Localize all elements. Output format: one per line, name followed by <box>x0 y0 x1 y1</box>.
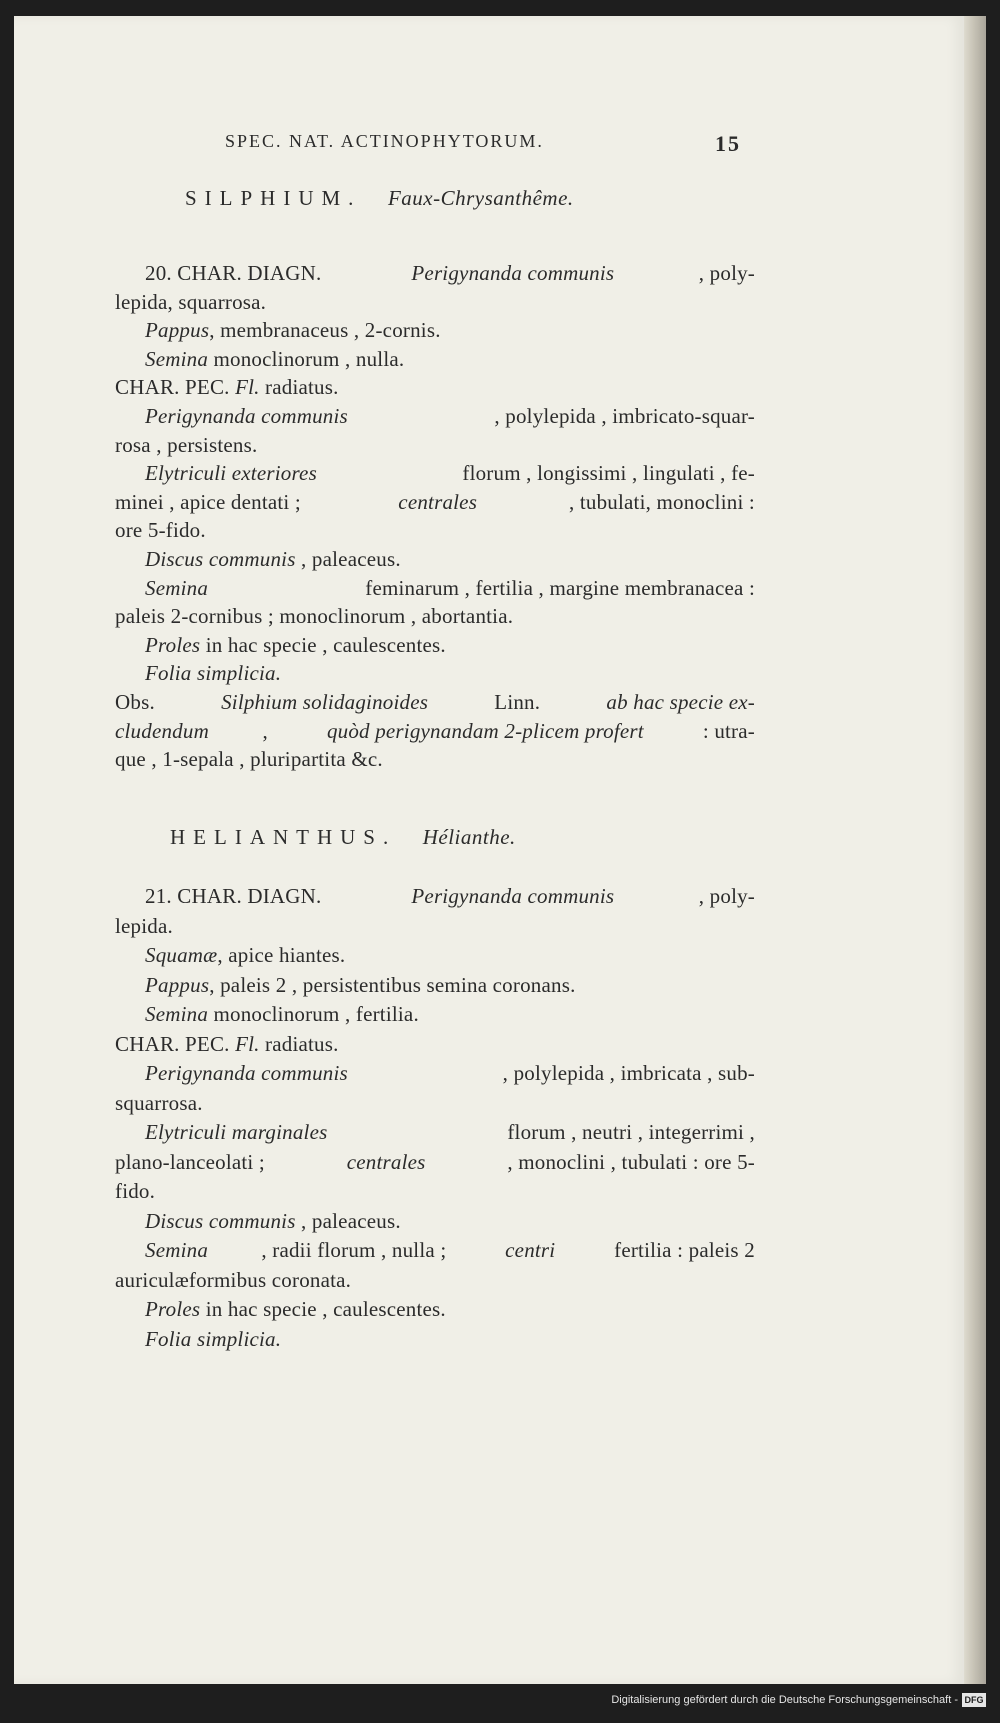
italic-term: centri <box>505 1238 556 1262</box>
text-run: florum , neutri , integerrimi , <box>501 1120 755 1144</box>
text-line <box>145 261 755 286</box>
text-run: , apice hiantes. <box>217 943 346 967</box>
text-line <box>115 719 755 744</box>
text-run: que , 1-sepala , pluripartita &c. <box>115 747 383 771</box>
text-run: , paleaceus. <box>295 547 401 571</box>
text-line <box>115 747 383 772</box>
common-name: Hélianthe. <box>422 825 516 849</box>
text-run: lepida. <box>115 914 173 938</box>
text-line <box>145 1209 401 1234</box>
section-title-helianthus <box>170 825 516 850</box>
text-run: paleis 2-cornibus ; monoclinorum , abortantia. <box>115 604 514 628</box>
text-run: in hac specie , caulescentes. <box>200 633 446 657</box>
text-run: , poly- <box>698 884 755 908</box>
text-line <box>145 1297 446 1322</box>
text-run: feminarum , fertilia , margine membranacea : <box>359 576 755 600</box>
italic-term: Fl. <box>235 375 260 399</box>
text-run: fertilia : paleis 2 <box>608 1238 755 1262</box>
italic-term: Semina <box>145 576 209 600</box>
text-line <box>145 1327 281 1352</box>
text-line <box>145 318 441 343</box>
text-run: : utra- <box>697 719 755 743</box>
text-line <box>145 633 446 658</box>
text-line <box>145 1120 755 1145</box>
text-line <box>145 943 345 968</box>
italic-term: Perigynanda communis <box>411 884 615 908</box>
page-number: 15 <box>715 131 741 156</box>
text-line <box>145 576 755 601</box>
text-run: , membranaceus , 2-cornis. <box>209 318 441 342</box>
text-run: radiatus. <box>259 375 339 399</box>
text-run: , <box>262 719 274 743</box>
text-run: , paleis 2 , persistentibus semina coronans. <box>209 973 576 997</box>
italic-term: Perigynanda communis <box>145 404 348 428</box>
text-run: , radii florum , nulla ; <box>261 1238 452 1262</box>
text-line <box>145 1061 755 1086</box>
footer-bar <box>0 1684 1000 1723</box>
text-run: plano-lanceolati ; <box>115 1150 271 1174</box>
italic-term: Perigynanda communis <box>145 1061 348 1085</box>
text-line <box>115 1268 351 1293</box>
text-line <box>115 518 206 543</box>
text-line <box>115 375 339 400</box>
text-line <box>145 661 281 686</box>
text-line <box>115 1032 339 1057</box>
italic-term: Proles <box>145 1297 201 1321</box>
text-run: 20. CHAR. DIAGN. <box>145 261 327 285</box>
genus-name: HELIANTHUS. <box>170 825 397 849</box>
common-name: Faux-Chrysanthême. <box>387 186 574 210</box>
text-run: CHAR. PEC. <box>115 1032 236 1056</box>
text-line <box>145 1002 419 1027</box>
text-run: CHAR. PEC. <box>115 375 236 399</box>
italic-term: quòd perigynandam 2-plicem profert <box>326 719 644 743</box>
text-line <box>115 1091 203 1116</box>
genus-name: SILPHIUM. <box>185 186 362 210</box>
italic-term: Proles <box>145 633 201 657</box>
text-run: 21. CHAR. DIAGN. <box>145 884 327 908</box>
section-title-silphium <box>185 186 574 211</box>
text-run: ore 5-fido. <box>115 518 206 542</box>
dfg-logo-icon: DFG <box>962 1693 986 1707</box>
page-edge <box>964 16 986 1684</box>
text-line <box>145 547 401 572</box>
text-line <box>115 290 266 315</box>
italic-term: Discus communis <box>145 547 296 571</box>
text-run: , monoclini , tubulati : ore 5- <box>501 1150 755 1174</box>
italic-term: Semina <box>145 1238 209 1262</box>
italic-term: Elytriculi exteriores <box>145 461 317 485</box>
text-run: auriculæformibus coronata. <box>115 1268 352 1292</box>
text-run: Linn. <box>488 690 546 714</box>
text-run: rosa , persistens. <box>115 433 258 457</box>
text-line <box>115 433 257 458</box>
text-line <box>145 404 755 429</box>
text-line <box>115 1150 755 1175</box>
italic-term: Folia simplicia. <box>145 661 282 685</box>
text-run: , poly- <box>698 261 755 285</box>
italic-term: Fl. <box>235 1032 260 1056</box>
italic-term: centrales <box>346 1150 426 1174</box>
italic-term: Squamæ <box>145 943 218 967</box>
italic-term: ab hac specie ex- <box>606 690 755 714</box>
running-title: SPEC. NAT. ACTINOPHYTORUM. <box>225 131 544 151</box>
text-line <box>115 1179 155 1204</box>
italic-term: Pappus <box>145 973 210 997</box>
text-run: lepida, squarrosa. <box>115 290 267 314</box>
text-line <box>115 690 755 715</box>
text-run: minei , apice dentati ; <box>115 490 307 514</box>
text-line <box>145 347 404 372</box>
text-line <box>115 604 513 629</box>
text-line <box>145 461 755 486</box>
funding-credit: Digitalisierung gefördert durch die Deutsche Forschungsgemeinschaft - <box>611 1694 958 1706</box>
text-run: monoclinorum , fertilia. <box>208 1002 419 1026</box>
italic-term: Perigynanda communis <box>411 261 615 285</box>
italic-term: Semina <box>145 1002 209 1026</box>
text-run: fido. <box>115 1179 156 1203</box>
text-run: , polylepida , imbricato-squar- <box>494 404 755 428</box>
text-line <box>145 884 755 909</box>
italic-term: Discus communis <box>145 1209 296 1233</box>
text-run: , polylepida , imbricata , sub- <box>497 1061 755 1085</box>
italic-term: centrales <box>398 490 478 514</box>
italic-term: Semina <box>145 347 209 371</box>
text-run: squarrosa. <box>115 1091 203 1115</box>
text-line <box>145 973 576 998</box>
text-run: Obs. <box>115 690 161 714</box>
italic-term: Elytriculi marginales <box>145 1120 328 1144</box>
italic-term: Pappus <box>145 318 210 342</box>
text-run: radiatus. <box>259 1032 339 1056</box>
text-line <box>115 914 173 939</box>
italic-term: Folia simplicia. <box>145 1327 282 1351</box>
text-run: florum , longissimi , lingulati , fe- <box>456 461 755 485</box>
text-run: , paleaceus. <box>295 1209 401 1233</box>
text-run: , tubulati, monoclini : <box>568 490 755 514</box>
italic-term: cludendum <box>115 719 209 743</box>
text-run: monoclinorum , nulla. <box>208 347 405 371</box>
italic-term: Silphium solidaginoides <box>221 690 429 714</box>
text-line <box>115 490 755 515</box>
text-run: in hac specie , caulescentes. <box>200 1297 446 1321</box>
text-line <box>145 1238 755 1263</box>
